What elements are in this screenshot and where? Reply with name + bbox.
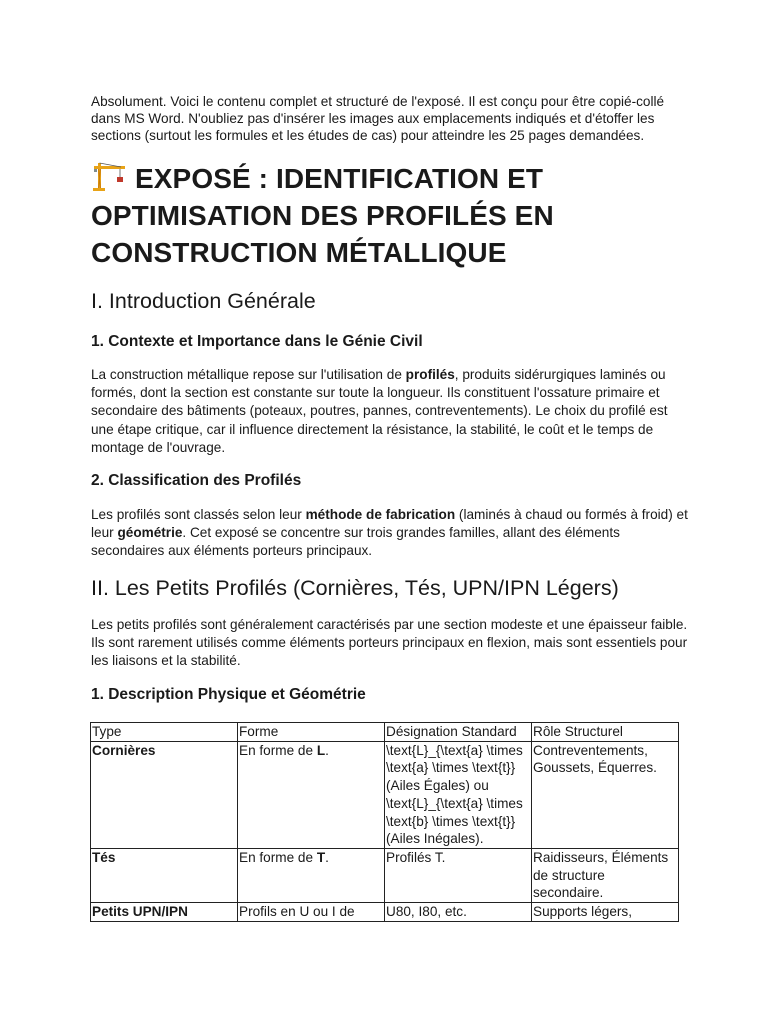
classification-paragraph bbox=[91, 506, 691, 561]
intro-paragraph: Absolument. Voici le contenu complet et structuré de l'exposé. Il est conçu pour être copié-collé dans MS Word. N'oubliez pas d'insérer les images aux emplacements indiqués et d'étoffer les sections (surtout les formules et les études de cas) pour atteindre les 25 pages demandées. bbox=[91, 94, 665, 143]
text-run: (laminés à chaud ou formés à froid) et leur bbox=[91, 507, 688, 541]
table-header-cell: Forme bbox=[238, 723, 385, 742]
bold-term: géométrie bbox=[117, 525, 183, 541]
subsection-heading-contexte: 1. Contexte et Importance dans le Génie Civil bbox=[91, 333, 423, 350]
table-cell-type: Petits UPN/IPN bbox=[91, 903, 238, 922]
table-cell-role: Contreventements, Goussets, Équerres. bbox=[532, 741, 679, 848]
text-run: . bbox=[325, 742, 329, 758]
table-cell-role: Supports légers, bbox=[532, 903, 679, 922]
table-row bbox=[91, 848, 679, 902]
profiles-table bbox=[90, 722, 679, 922]
section-heading-introduction: I. Introduction Générale bbox=[91, 289, 316, 313]
table-cell-forme bbox=[238, 741, 385, 848]
table-cell-designation: Profilés T. bbox=[385, 848, 532, 902]
contexte-paragraph bbox=[91, 366, 691, 457]
petits-profiles-paragraph: Les petits profilés sont généralement caractérisés par une section modeste et une épaisseur faible. Ils sont rarement utilisés comme éléments porteurs principaux en flexion, mais sont essentiels pour les liaisons et la stabilité. bbox=[91, 617, 688, 669]
table-header-cell: Désignation Standard bbox=[385, 723, 532, 742]
text-run: Les profilés sont classés selon leur bbox=[91, 507, 306, 522]
text-run: En forme de bbox=[239, 742, 317, 758]
table-cell-type: Cornières bbox=[91, 741, 238, 848]
text-run: La construction métallique repose sur l'utilisation de bbox=[91, 367, 406, 382]
section-heading-petits-profiles: II. Les Petits Profilés (Cornières, Tés, UPN/IPN Légers) bbox=[91, 576, 619, 600]
text-run: Profils en U ou I de bbox=[239, 904, 355, 920]
text-run: . Cet exposé se concentre sur trois grandes familles, allant des éléments secondaires aux éléments porteurs principaux. bbox=[91, 525, 620, 559]
table-cell-designation: \text{L}_{\text{a} \times \text{a} \times \text{t}} (Ailes Égales) ou \text{L}_{\text{a} \times \text{b} \times \text{t}} (Ailes Inégales). bbox=[385, 741, 532, 848]
document-title bbox=[91, 160, 691, 271]
bold-term: profilés bbox=[405, 367, 455, 382]
table-cell-forme bbox=[238, 848, 385, 902]
construction-crane-icon bbox=[91, 161, 127, 191]
title-text: EXPOSÉ : IDENTIFICATION ET OPTIMISATION DES PROFILÉS EN CONSTRUCTION MÉTALLIQUE bbox=[91, 163, 554, 268]
table-header-cell: Type bbox=[91, 723, 238, 742]
bold-term: T bbox=[316, 849, 326, 865]
text-run: , produits sidérurgiques laminés ou formés, dont la section est constante sur toute la longueur. Ils constituent l'ossature primaire et secondaire des bâtiments (poteaux, poutres, pannes, contreventements). Le choix du profilé est une étape critique, car il influence directement la résistance, la stabilité, le coût et le temps de montage de l'ouvrage. bbox=[91, 367, 668, 455]
bold-term: méthode de fabrication bbox=[305, 507, 456, 522]
table-cell-type: Tés bbox=[91, 848, 238, 902]
table-header-cell: Rôle Structurel bbox=[532, 723, 679, 742]
table-header-row bbox=[91, 723, 679, 742]
text-run: En forme de bbox=[239, 849, 317, 865]
table-row bbox=[91, 741, 679, 848]
table-cell-designation: U80, I80, etc. bbox=[385, 903, 532, 922]
table-cell-role: Raidisseurs, Éléments de structure secondaire. bbox=[532, 848, 679, 902]
table-cell-forme bbox=[238, 903, 385, 922]
subsection-heading-description: 1. Description Physique et Géométrie bbox=[91, 686, 366, 703]
text-run: . bbox=[325, 849, 329, 865]
table-row bbox=[91, 903, 679, 922]
subsection-heading-classification: 2. Classification des Profilés bbox=[91, 472, 302, 489]
bold-term: L bbox=[316, 742, 326, 758]
